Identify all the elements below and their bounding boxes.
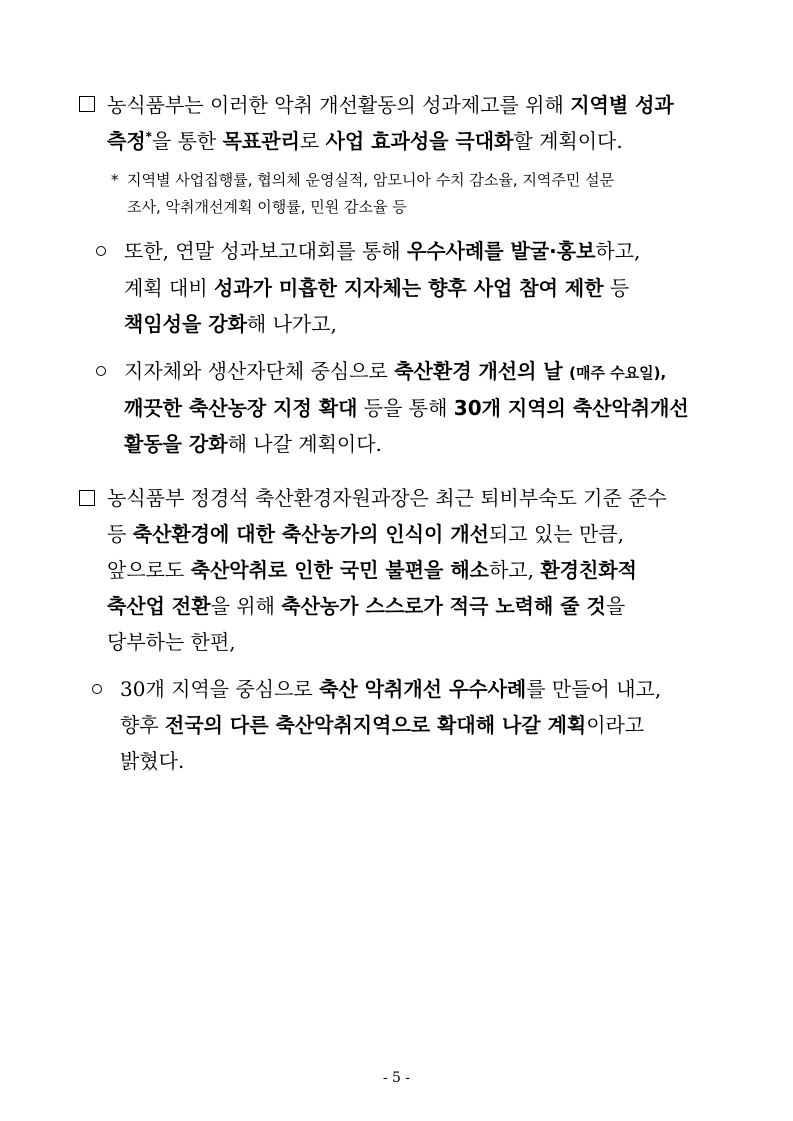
s3-line2: 향후 전국의 다른 축산악취지역으로 확대해 나갈 계획이라고 [120, 713, 645, 737]
circle-bullet [96, 246, 106, 256]
page-number: - 5 - [382, 1070, 411, 1086]
p2-line2: 등 축산환경에 대한 축산농가의 인식이 개선되고 있는 만큼, [107, 522, 624, 546]
p2-line1: 농식품부 정경석 축산환경자원과장은 최근 퇴비부숙도 기준 준수 [107, 486, 667, 510]
checkbox-bullet [79, 490, 95, 506]
p1-line1: 농식품부는 이러한 악취 개선활동의 성과제고를 위해 지역별 성과 [107, 93, 674, 117]
p2-line4: 축산업 전환을 위해 축산농가 스스로가 적극 노력해 줄 것을 [107, 594, 626, 618]
footnote-mark: * [111, 171, 119, 189]
footnote-line2: 조사, 악취개선계획 이행률, 민원 감소율 등 [127, 198, 407, 216]
s2-line2: 깨끗한 축산농장 지정 확대 등을 통해 30개 지역의 축산악취개선 [124, 396, 689, 420]
s1-line3: 책임성을 강화해 나가고, [124, 312, 337, 336]
s2-line1: 지자체와 생산자단체 중심으로 축산환경 개선의 날 (매주 수요일), [124, 359, 667, 383]
p2-line5: 당부하는 한편, [107, 630, 236, 654]
s3-line3: 밝혔다. [120, 749, 185, 773]
s1-line1: 또한, 연말 성과보고대회를 통해 우수사례를 발굴·홍보하고, [124, 239, 641, 263]
p2-line3: 앞으로도 축산악취로 인한 국민 불편을 해소하고, 환경친화적 [107, 558, 637, 582]
circle-bullet [96, 366, 106, 376]
s3-line1: 30개 지역을 중심으로 축산 악취개선 우수사례를 만들어 내고, [120, 677, 662, 701]
s2-line3: 활동을 강화해 나갈 계획이다. [124, 432, 382, 456]
p1-line2: 측정*을 통한 목표관리로 사업 효과성을 극대화할 계획이다. [107, 129, 623, 153]
checkbox-bullet [79, 96, 95, 112]
s1-line2: 계획 대비 성과가 미흡한 지자체는 향후 사업 참여 제한 등 [124, 276, 630, 300]
circle-bullet [92, 684, 102, 694]
footnote-line1: 지역별 사업집행률, 협의체 운영실적, 암모니아 수치 감소율, 지역주민 설문 [127, 171, 615, 189]
